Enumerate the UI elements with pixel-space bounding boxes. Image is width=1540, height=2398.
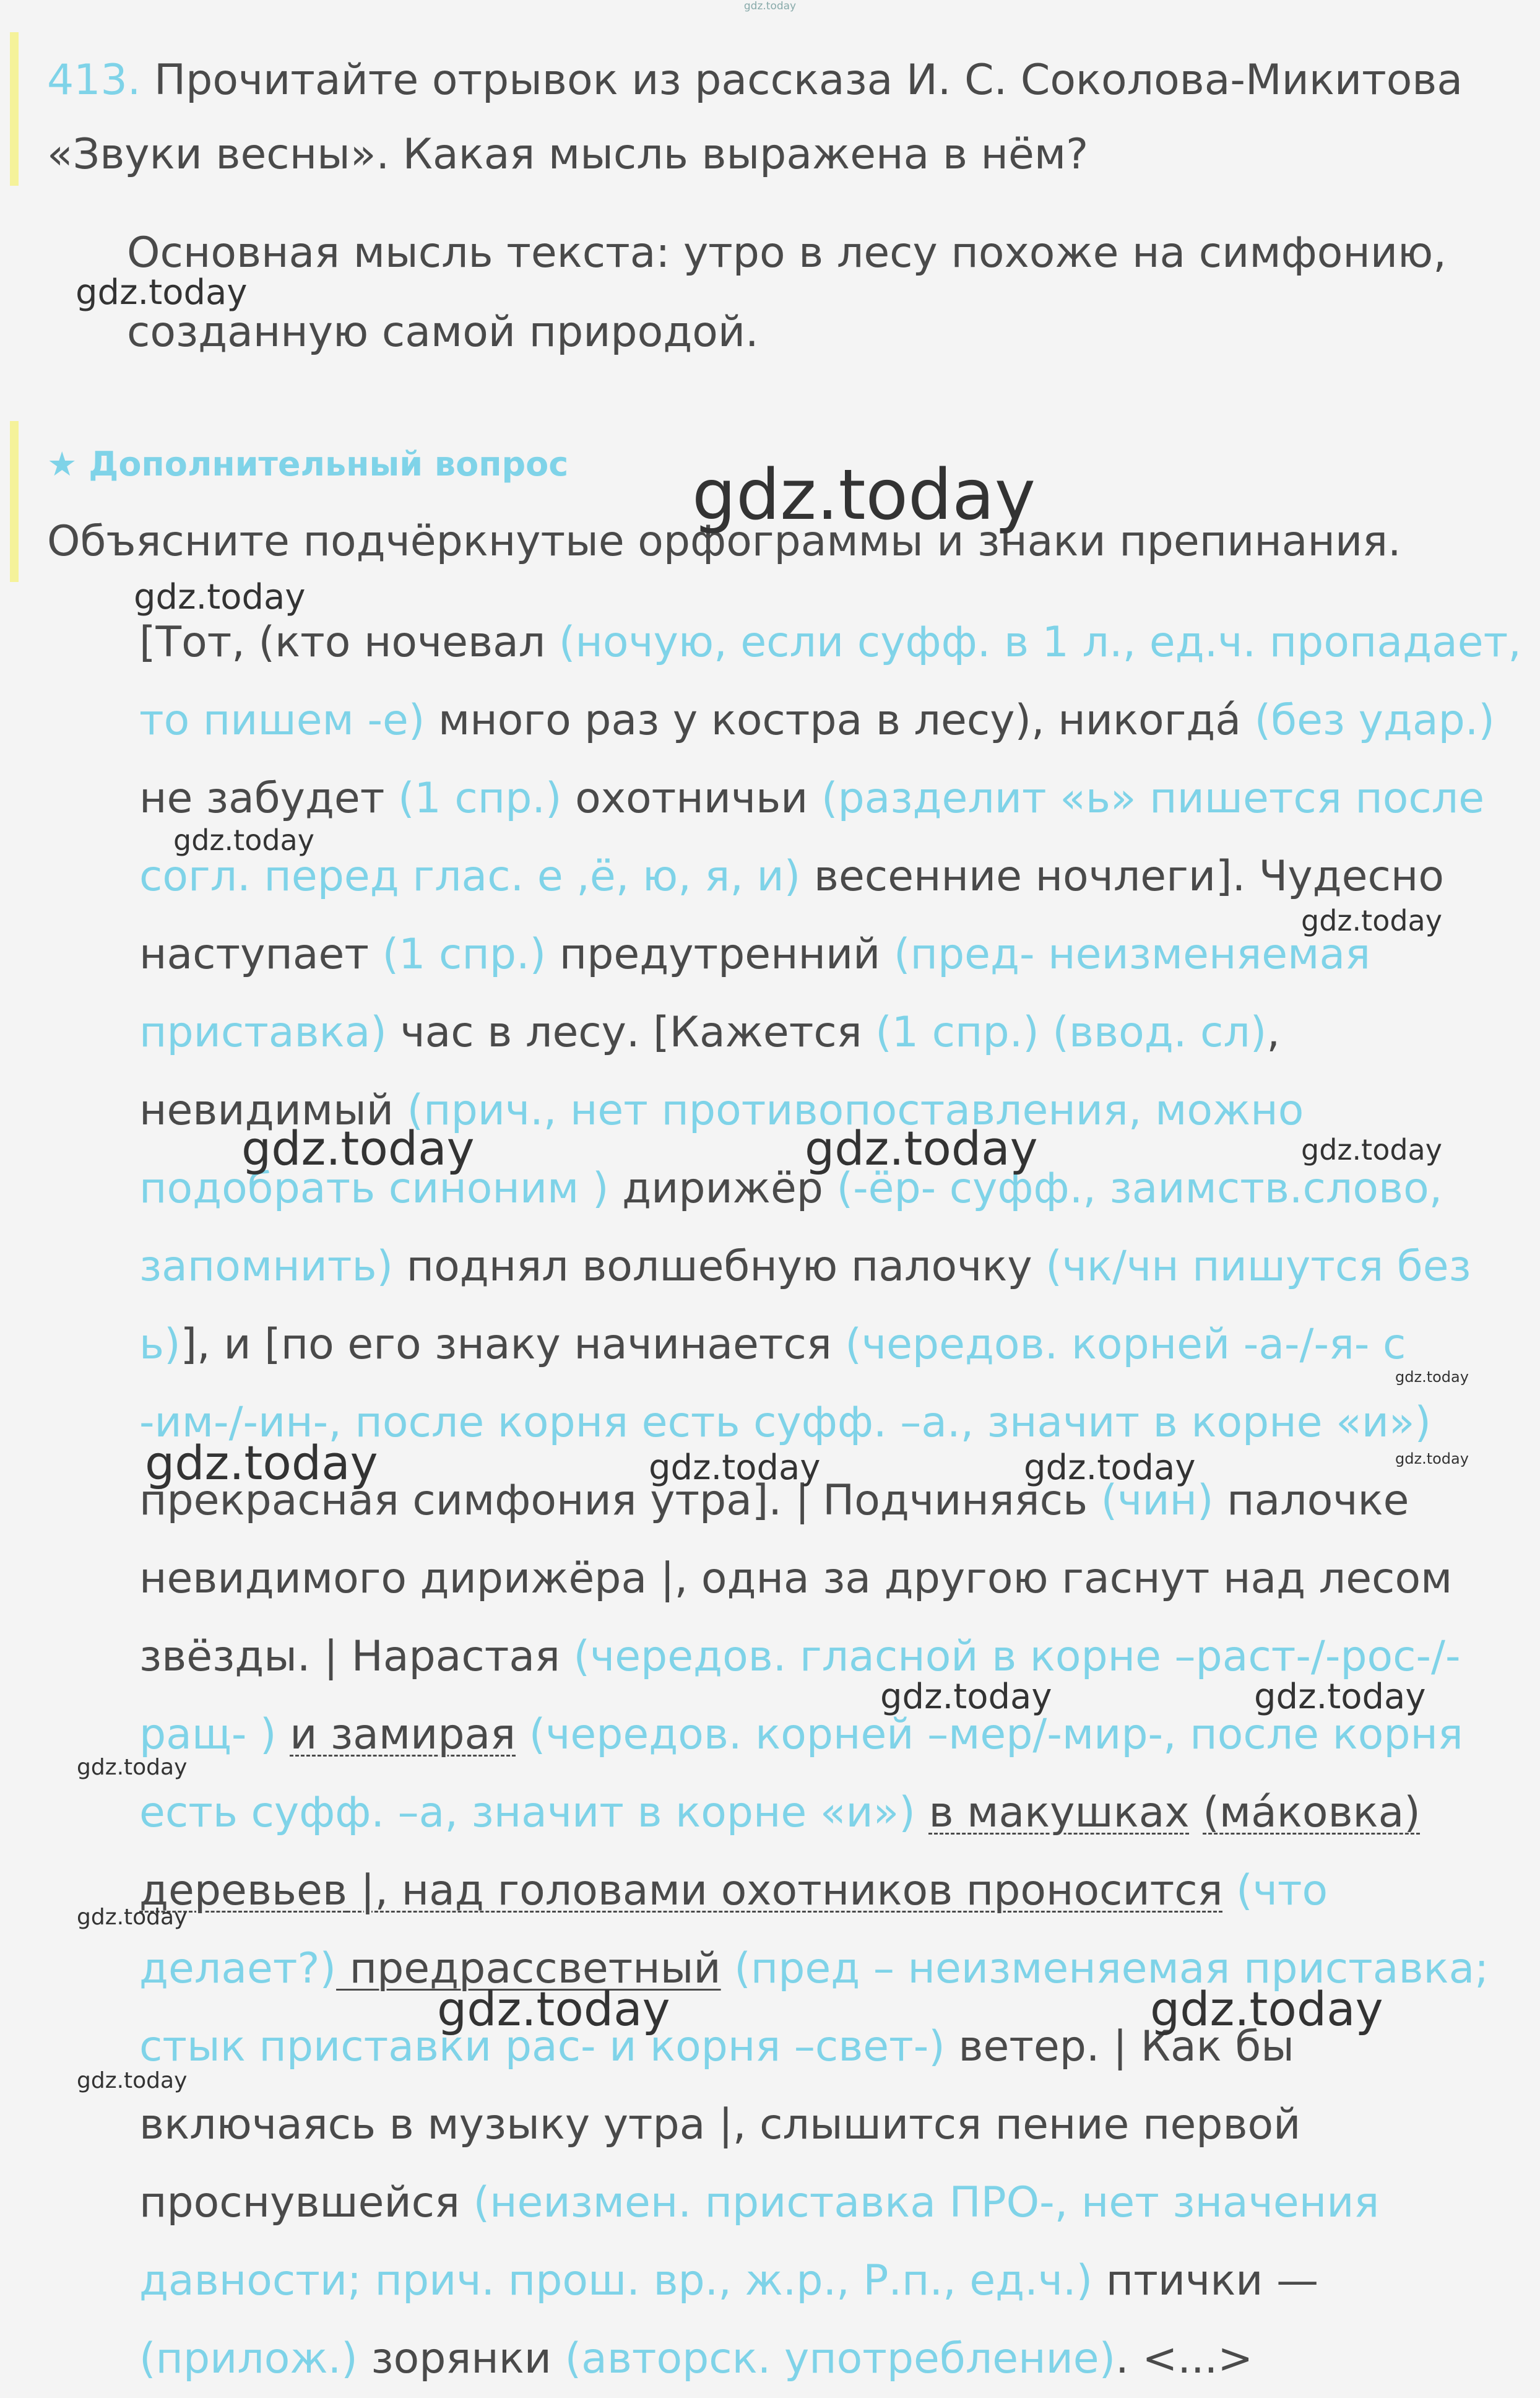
watermark: gdz.today [77,1905,188,1930]
task-number: 413. [47,56,141,105]
watermark: gdz.today [692,455,1036,536]
task-question: Прочитайте отрывок из рассказа И. С. Соколова-Микитова «Звуки весны». Какая мысль выражена в нём? [47,56,1463,179]
watermark: gdz.today [437,1981,670,2036]
extra-highlight-bar [10,421,19,582]
watermark: gdz.today [77,2068,188,2093]
analyzed-text [19,604,1529,2398]
extra-question-title: ★ Дополнительный вопрос [47,445,569,484]
watermark: gdz.today [173,823,314,857]
watermark: gdz.today [145,1435,378,1490]
watermark: gdz.today [241,1121,475,1176]
watermark: gdz.today [134,577,306,617]
watermark: gdz.today [1301,904,1442,937]
watermark: gdz.today [76,272,248,313]
watermark: gdz.today [805,1121,1038,1176]
top-watermark: gdz.today [743,0,797,12]
task-text [47,43,1520,192]
watermark: gdz.today [1150,1981,1383,2036]
watermark: gdz.today [77,1755,188,1780]
watermark: gdz.today [1301,1133,1442,1166]
watermark: gdz.today [1254,1677,1426,1717]
extra-question-text: Объясните подчёркнутые орфограммы и знаки препинания. [47,517,1401,566]
watermark: gdz.today [649,1448,821,1488]
task-highlight-bar [10,32,19,186]
watermark: gdz.today [1024,1448,1196,1488]
text-paragraph: [Тот, (кто ночевал (ночую, если суфф. в 1 л., ед.ч. пропадает, то пишем -е) много раз у костра в лесу), никогда́ (без удар.) не забудет (1 спр.) охотничьи (разделит «ь» пишется после согл. перед глас. е ,ё, ю, я, и) весенние ночлеги]. Чудесно наступает (1 спр.) предутренний (пред- неизменяемая приставка) час в лесу. [Кажется (1 спр.) (ввод. сл), невидимый (прич., нет противопоставления, можно подобрать синоним ) дирижёр (-ёр- суфф., заимств.слово, запомнить) поднял волшебную палочку (чк/чн пишутся без ь)], и [по его знаку начинается (чередов. корней -а-/-я- с -им-/-ин-, после корня есть суфф. –а., значит в корне «и») прекрасная симфония утра]. | Подчиняясь (чин) палочке невидимого дирижёра |, одна за другою гаснут над лесом звёзды. | Нарастая (чередов. гласной в корне –раст-/-рос-/-ращ- ) и замирая (чередов. корней –мер/-мир-, после корня есть суфф. –а, значит в корне «и») в макушках (ма́ковка) деревьев |, над головами охотников проносится (что делает?) предрассветный (пред – неизменяемая приставка; стык приставки рас- и корня –свет-) ветер. | Как бы включаясь в музыку утра |, слышится пение первой проснувшейся (неизмен. приставка ПРО-, нет значения давности; прич. прош. вр., ж.р., Р.п., ед.ч.) птички — (прилож.) зорянки (авторск. употребление). <...> [139,618,1521,2383]
watermark: gdz.today [1395,1368,1469,1386]
watermark: gdz.today [1395,1450,1469,1467]
watermark: gdz.today [880,1677,1052,1717]
answer-text: Основная мысль текста: утро в лесу похоже на симфонию, созданную самой природой. [127,228,1447,357]
star-icon: ★ [47,445,77,484]
